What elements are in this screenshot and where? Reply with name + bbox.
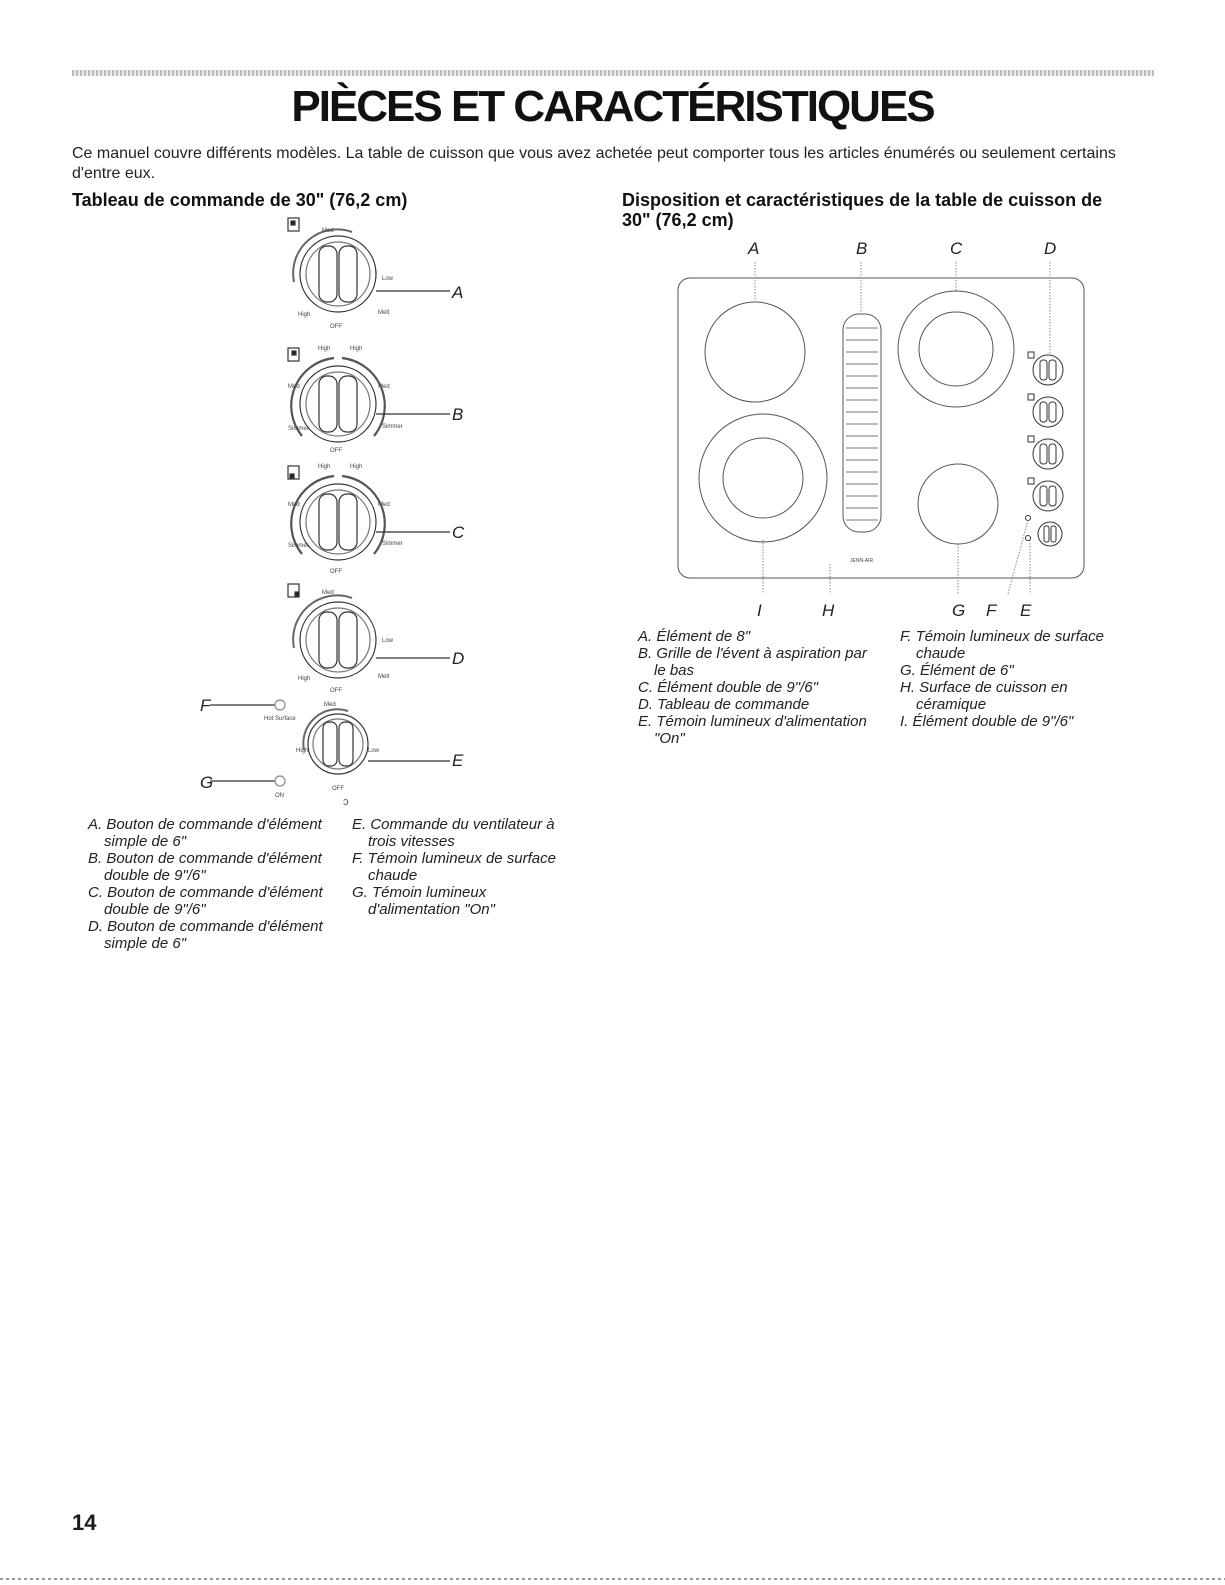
knob-d-off: OFF bbox=[330, 688, 342, 694]
control-panel-captions-col2 bbox=[352, 816, 582, 918]
knob-b-simmer-left: Simmer bbox=[288, 426, 309, 432]
knob-d-high: High bbox=[298, 676, 311, 682]
knob-e-med: Med bbox=[324, 702, 336, 708]
knob-e-low: Low bbox=[368, 748, 380, 754]
control-panel-captions-col1 bbox=[88, 816, 343, 952]
knob-b-high-right: High bbox=[350, 346, 363, 352]
knob-b-med-right: Med bbox=[378, 384, 390, 390]
knob-b bbox=[288, 348, 450, 442]
knob-b-off: OFF bbox=[330, 448, 342, 454]
cooktop-callout-d: D bbox=[1044, 239, 1057, 258]
cooktop-caption-c: C. Élément double de 9"/6" bbox=[638, 679, 818, 696]
knob-c-med-left: Med bbox=[288, 502, 300, 508]
cooktop-diagram bbox=[660, 232, 1100, 627]
knob-c-high-right: High bbox=[350, 464, 363, 470]
knob-a-melt: Melt bbox=[378, 310, 390, 316]
cooktop-caption-g: G. Élément de 6" bbox=[900, 662, 1014, 679]
control-knobs bbox=[1026, 352, 1064, 546]
knob-c bbox=[288, 466, 450, 560]
knob-a-high: High bbox=[298, 312, 311, 318]
knob-c-high-left: High bbox=[318, 464, 331, 470]
callout-e: E bbox=[452, 751, 464, 770]
cooktop-callout-g: G bbox=[952, 601, 966, 620]
knob-c-simmer-left: Simmer bbox=[288, 543, 309, 549]
cooktop-caption-e: E. Témoin lumineux d'alimentation "On" bbox=[638, 713, 867, 747]
control-panel-diagram bbox=[170, 210, 500, 810]
caption-c: C. Bouton de commande d'élément double de 9"/6" bbox=[88, 884, 323, 918]
knob-a-off: OFF bbox=[330, 324, 342, 330]
cooktop-caption-h: H. Surface de cuisson en céramique bbox=[900, 679, 1068, 713]
knob-c-simmer-right: Simmer bbox=[382, 541, 403, 547]
cooktop-callout-c: C bbox=[950, 239, 963, 258]
intro-text: Ce manuel couvre différents modèles. La table de cuisson que vous avez achetée peut comporter tous les articles énumérés ou seulement certains d'entre eux. bbox=[72, 145, 1116, 182]
cooktop-caption-d: D. Tableau de commande bbox=[638, 696, 810, 713]
knob-e-high: High bbox=[296, 748, 309, 754]
top-rule bbox=[72, 70, 1154, 76]
callout-f: F bbox=[200, 696, 211, 715]
knob-b-med-left: Med bbox=[288, 384, 300, 390]
bottom-rule bbox=[0, 1578, 1225, 1580]
on-label: ON bbox=[275, 793, 284, 799]
callout-g: G bbox=[200, 773, 214, 792]
knob-e-off: OFF bbox=[332, 786, 344, 792]
knob-a-med: Med bbox=[322, 228, 334, 234]
page-title: PIÈCES ET CARACTÉRISTIQUES bbox=[291, 82, 934, 131]
element-c bbox=[898, 291, 1014, 407]
caption-a: A. Bouton de commande d'élément simple de 6" bbox=[88, 816, 322, 850]
caption-f: F. Témoin lumineux de surface chaude bbox=[352, 850, 556, 884]
caption-g: G. Témoin lumineux d'alimentation "On" bbox=[352, 884, 495, 918]
knob-d-med: Med bbox=[322, 590, 334, 596]
element-g bbox=[918, 464, 998, 544]
cooktop-captions-col1 bbox=[638, 628, 878, 747]
callout-c: C bbox=[452, 523, 465, 542]
cooktop-heading: Disposition et caractéristiques de la table de cuisson de 30" (76,2 cm) bbox=[622, 190, 1103, 230]
knob-a-low: Low bbox=[382, 276, 394, 282]
knob-c-off: OFF bbox=[330, 569, 342, 575]
fan-icon: ↄ bbox=[343, 796, 349, 808]
cooktop-callout-e: E bbox=[1020, 601, 1032, 620]
brand-label: JENN-AIR bbox=[850, 558, 874, 564]
control-panel-heading: Tableau de commande de 30" (76,2 cm) bbox=[72, 190, 408, 210]
element-a bbox=[705, 302, 805, 402]
cooktop-callout-b: B bbox=[856, 239, 868, 258]
knob-b-high-left: High bbox=[318, 346, 331, 352]
element-i bbox=[699, 414, 827, 542]
knob-c-med-right: Med bbox=[378, 502, 390, 508]
knob-d-melt: Melt bbox=[378, 674, 390, 680]
caption-b: B. Bouton de commande d'élément double de 9"/6" bbox=[88, 850, 322, 884]
knob-d bbox=[288, 584, 450, 678]
cooktop-caption-b: B. Grille de l'évent à aspiration par le bas bbox=[638, 645, 867, 679]
cooktop-callout-h: H bbox=[822, 601, 835, 620]
cooktop-caption-f: F. Témoin lumineux de surface chaude bbox=[900, 628, 1104, 662]
caption-e: E. Commande du ventilateur à trois vitesses bbox=[352, 816, 555, 850]
cooktop-callout-a: A bbox=[748, 239, 760, 258]
callout-d: D bbox=[452, 649, 465, 668]
vent-grille bbox=[843, 314, 881, 532]
page-number: 14 bbox=[72, 1510, 97, 1535]
cooktop-callout-i: I bbox=[757, 601, 762, 620]
cooktop-caption-a: A. Élément de 8" bbox=[638, 628, 751, 645]
callout-b: B bbox=[452, 405, 464, 424]
knob-a bbox=[288, 218, 450, 312]
cooktop-callout-f: F bbox=[986, 601, 997, 620]
hot-surface-label: Hot Surface bbox=[264, 716, 296, 722]
knob-d-low: Low bbox=[382, 638, 394, 644]
caption-d: D. Bouton de commande d'élément simple de 6" bbox=[88, 918, 323, 952]
cooktop-caption-i: I. Élément double de 9"/6" bbox=[900, 713, 1074, 730]
cooktop-captions-col2 bbox=[900, 628, 1140, 730]
callout-a: A bbox=[452, 283, 464, 302]
knob-e bbox=[303, 709, 450, 774]
knob-b-simmer-right: Simmer bbox=[382, 424, 403, 430]
